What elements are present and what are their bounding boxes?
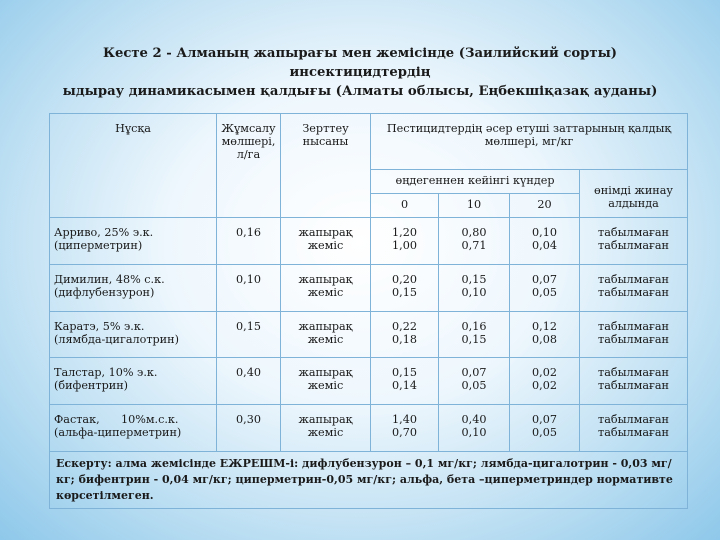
cell-object — [281, 265, 371, 312]
header-rate: Жұмсалу мөлшері, л/га — [217, 114, 281, 218]
cell-rate-line: 0,16 — [236, 226, 261, 239]
cell-day-10 — [439, 218, 510, 265]
cell-day-0-line: 1,40 — [392, 413, 417, 426]
cell-rate-line: 0,10 — [236, 273, 261, 286]
cell-harvest-line: табылмаған — [598, 366, 669, 379]
cell-harvest-line: табылмаған — [598, 273, 669, 286]
cell-day-20 — [510, 312, 580, 358]
caption-line-2: ыдырау динамикасымен қалдығы (Алматы облысы, Еңбекшіқазақ ауданы) — [62, 84, 658, 99]
cell-day-10 — [439, 405, 510, 452]
cell-day-0 — [371, 312, 439, 358]
cell-rate — [217, 358, 281, 405]
cell-object — [281, 405, 371, 452]
cell-harvest — [580, 358, 688, 405]
table-note: Ескерту: алма жемісінде ЕЖРЕШМ-і: дифлубензурон – 0,1 мг/кг; лямбда-цигалотрин - 0,03 мг/кг; бифентрин - 0,04 мг/кг; циперметрин-0,05 мг/кг; альфа, бета –циперметриндер нормативте көрсетілмеген. — [50, 452, 688, 509]
cell-object-line: жеміс — [307, 379, 344, 392]
cell-harvest-line: табылмаған — [598, 239, 669, 252]
cell-day-20-line: 0,05 — [532, 426, 557, 439]
cell-variant — [50, 265, 217, 312]
cell-day-10-line: 0,10 — [461, 426, 487, 439]
cell-day-20-line: 0,10 — [532, 226, 557, 239]
cell-day-0-line: 0,15 — [392, 286, 417, 299]
cell-object-line: жапырақ — [298, 320, 353, 333]
table-row — [50, 312, 688, 358]
cell-day-20-line: 0,12 — [532, 320, 557, 333]
cell-variant-line: (альфа-циперметрин) — [54, 426, 182, 439]
header-harvest: өнімді жинау алдында — [580, 170, 688, 218]
residue-table — [49, 113, 688, 509]
cell-day-0 — [371, 265, 439, 312]
cell-object-line: жапырақ — [298, 273, 353, 286]
cell-object-line: жеміс — [307, 333, 344, 346]
cell-variant-line: Арриво, 25% э.к. — [54, 226, 154, 239]
cell-harvest-line: табылмаған — [598, 320, 669, 333]
cell-day-20 — [510, 218, 580, 265]
cell-rate-line: 0,30 — [236, 413, 261, 426]
cell-day-10-line: 0,71 — [461, 239, 487, 252]
cell-day-10-line: 0,05 — [461, 379, 487, 392]
cell-object — [281, 312, 371, 358]
cell-day-10-line: 0,80 — [461, 226, 487, 239]
cell-day-0-line: 1,00 — [392, 239, 417, 252]
cell-harvest-line: табылмаған — [598, 286, 669, 299]
cell-day-0 — [371, 405, 439, 452]
table-row — [50, 358, 688, 405]
cell-rate-line: 0,15 — [236, 320, 261, 333]
cell-object-line: жеміс — [307, 286, 344, 299]
cell-variant — [50, 358, 217, 405]
table-row — [50, 218, 688, 265]
header-object: Зерттеу нысаны — [281, 114, 371, 218]
header-day-10: 10 — [439, 194, 510, 218]
cell-harvest-line: табылмаған — [598, 379, 669, 392]
cell-rate — [217, 405, 281, 452]
header-days-after: өңдегеннен кейінгі күндер — [371, 170, 580, 194]
cell-harvest-line: табылмаған — [598, 333, 669, 346]
cell-day-10 — [439, 265, 510, 312]
cell-variant-line: Каратэ, 5% э.к. — [54, 320, 145, 333]
header-day-0: 0 — [371, 194, 439, 218]
table-row — [50, 405, 688, 452]
cell-variant — [50, 405, 217, 452]
cell-harvest — [580, 265, 688, 312]
cell-object-line: жапырақ — [298, 413, 353, 426]
cell-harvest-line: табылмаған — [598, 226, 669, 239]
cell-day-20 — [510, 265, 580, 312]
cell-day-0 — [371, 358, 439, 405]
cell-rate — [217, 312, 281, 358]
cell-day-20-line: 0,07 — [532, 413, 557, 426]
cell-day-20-line: 0,02 — [532, 366, 557, 379]
cell-harvest — [580, 312, 688, 358]
cell-harvest-line: табылмаған — [598, 413, 669, 426]
cell-day-0-line: 0,14 — [392, 379, 417, 392]
cell-day-10-line: 0,15 — [461, 333, 487, 346]
cell-day-20-line: 0,05 — [532, 286, 557, 299]
residue-table-container — [49, 113, 687, 509]
cell-day-10-line: 0,10 — [461, 286, 487, 299]
cell-variant — [50, 312, 217, 358]
cell-object-line: жеміс — [307, 426, 344, 439]
caption-line-1: Кесте 2 - Алманың жапырағы мен жемісінде (Заилийский сорты) инсектицидтердің — [102, 46, 618, 80]
cell-rate — [217, 265, 281, 312]
cell-day-0-line: 0,22 — [392, 320, 417, 333]
cell-harvest-line: табылмаған — [598, 426, 669, 439]
cell-variant-line: (дифлубензурон) — [54, 286, 155, 299]
header-variant: Нұсқа — [50, 114, 217, 218]
cell-day-0-line: 0,18 — [392, 333, 417, 346]
cell-object-line: жеміс — [307, 239, 344, 252]
cell-object-line: жапырақ — [298, 366, 353, 379]
cell-day-10 — [439, 358, 510, 405]
cell-variant-line: Димилин, 48% с.к. — [54, 273, 165, 286]
cell-day-10-line: 0,40 — [461, 413, 487, 426]
cell-object — [281, 358, 371, 405]
table-row — [50, 265, 688, 312]
header-day-20: 20 — [510, 194, 580, 218]
cell-day-20-line: 0,08 — [532, 333, 557, 346]
table-caption — [40, 44, 680, 101]
cell-day-0-line: 0,70 — [392, 426, 417, 439]
cell-variant — [50, 218, 217, 265]
cell-variant-line: (циперметрин) — [54, 239, 143, 252]
cell-object — [281, 218, 371, 265]
cell-variant-line: Фастак, 10%м.с.к. — [54, 413, 179, 426]
cell-day-20-line: 0,04 — [532, 239, 557, 252]
cell-day-20-line: 0,07 — [532, 273, 557, 286]
header-residue: Пестицидтердің әсер етуші заттарының қалдық мөлшері, мг/кг — [371, 114, 688, 170]
cell-day-20 — [510, 358, 580, 405]
cell-object-line: жапырақ — [298, 226, 353, 239]
cell-day-0-line: 1,20 — [392, 226, 417, 239]
cell-harvest — [580, 405, 688, 452]
cell-rate-line: 0,40 — [236, 366, 261, 379]
cell-day-0-line: 0,20 — [392, 273, 417, 286]
cell-harvest — [580, 218, 688, 265]
cell-day-0 — [371, 218, 439, 265]
cell-rate — [217, 218, 281, 265]
cell-day-10-line: 0,15 — [461, 273, 487, 286]
cell-day-0-line: 0,15 — [392, 366, 417, 379]
cell-day-10 — [439, 312, 510, 358]
cell-day-20-line: 0,02 — [532, 379, 557, 392]
cell-variant-line: (лямбда-цигалотрин) — [54, 333, 179, 346]
cell-variant-line: Талстар, 10% э.к. — [54, 366, 158, 379]
cell-day-10-line: 0,07 — [461, 366, 487, 379]
cell-day-10-line: 0,16 — [461, 320, 487, 333]
cell-day-20 — [510, 405, 580, 452]
cell-variant-line: (бифентрин) — [54, 379, 129, 392]
